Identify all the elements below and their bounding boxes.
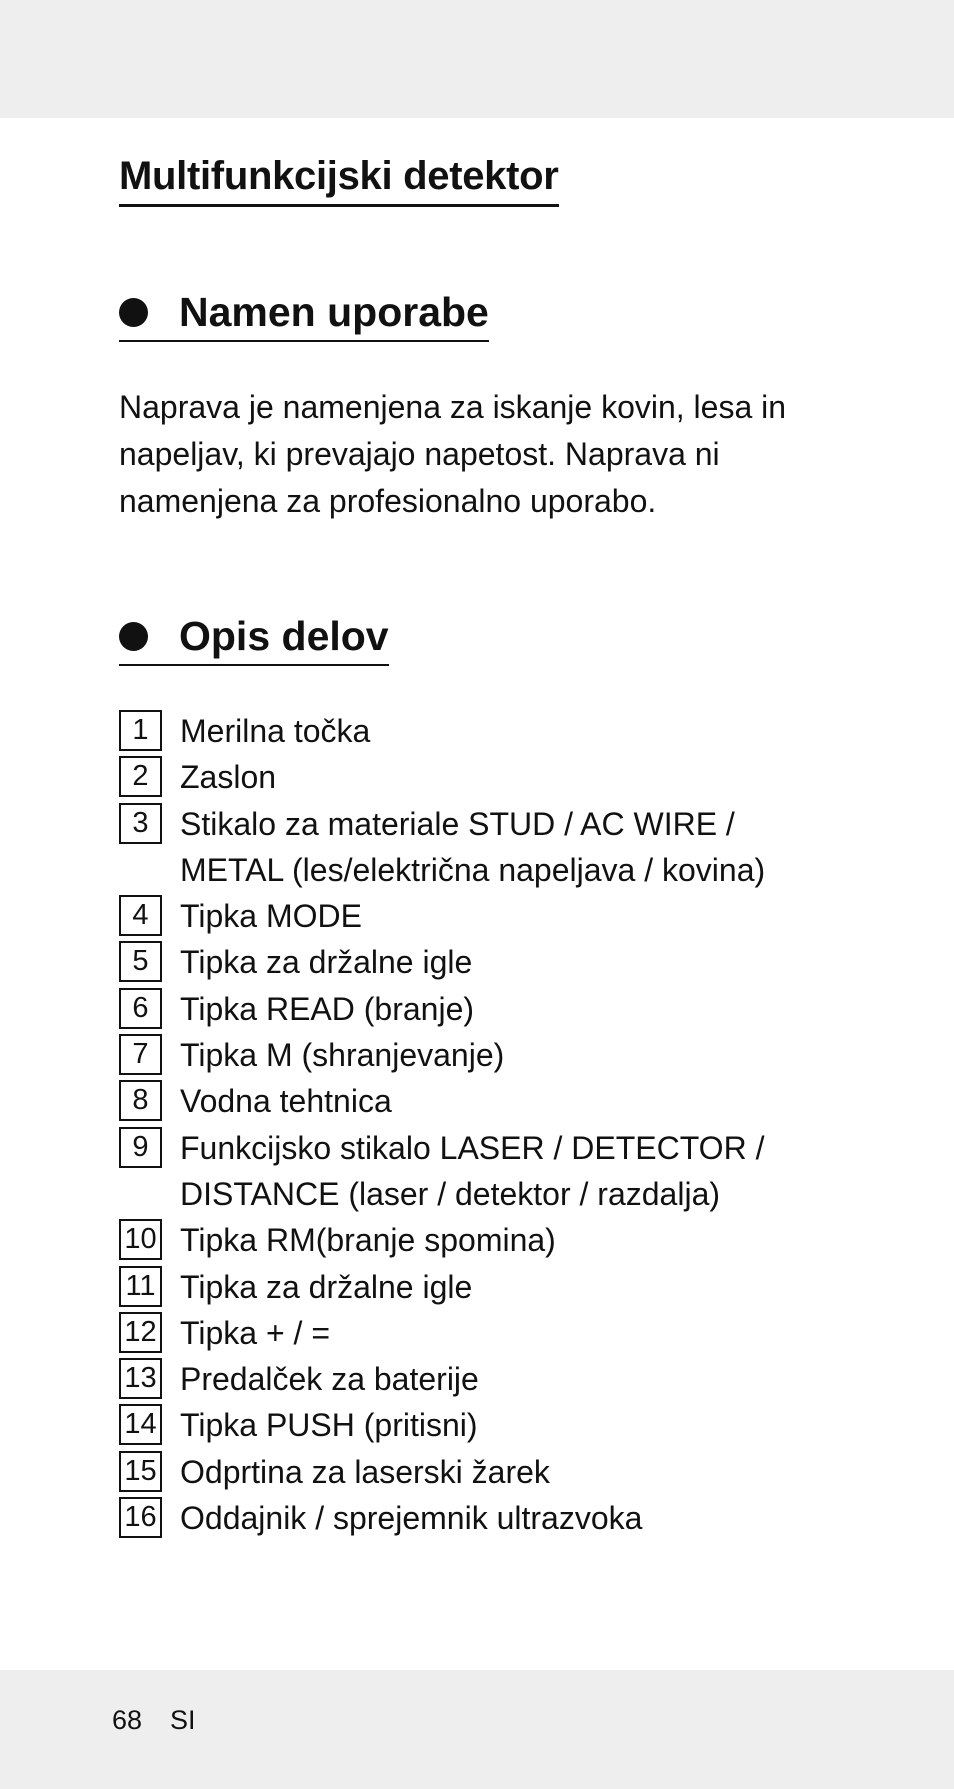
page-title: Multifunkcijski detektor bbox=[119, 150, 559, 207]
part-number-box: 12 bbox=[119, 1312, 162, 1353]
purpose-paragraph: Naprava je namenjena za iskanje kovin, lesa in napeljav, ki prevajajo napetost. Naprava ni namenjena za profesionalno uporabo. bbox=[119, 389, 787, 519]
section-heading-label: Namen uporabe bbox=[179, 289, 489, 335]
part-number-box: 8 bbox=[119, 1080, 162, 1121]
section-heading-label: Opis delov bbox=[179, 613, 389, 659]
list-item bbox=[119, 1264, 839, 1310]
part-label: Odprtina za laserski žarek bbox=[180, 1453, 550, 1490]
list-item bbox=[119, 1217, 839, 1263]
section-heading-purpose bbox=[119, 286, 489, 342]
list-item bbox=[119, 1402, 839, 1448]
list-item bbox=[119, 801, 839, 894]
list-item bbox=[119, 1356, 839, 1402]
part-number-box: 1 bbox=[119, 710, 162, 751]
part-number-box: 9 bbox=[119, 1127, 162, 1168]
page-number: 68 bbox=[112, 1705, 143, 1735]
list-item bbox=[119, 1310, 839, 1356]
part-label: Oddajnik / sprejemnik ultrazvoka bbox=[180, 1500, 643, 1537]
part-number-box: 2 bbox=[119, 756, 162, 797]
part-number-box: 7 bbox=[119, 1034, 162, 1075]
part-label: Tipka za držalne igle bbox=[180, 1268, 473, 1305]
part-number-box: 6 bbox=[119, 988, 162, 1029]
parts-list bbox=[119, 708, 839, 1541]
part-label: Tipka PUSH (pritisni) bbox=[180, 1407, 478, 1444]
list-item bbox=[119, 1449, 839, 1495]
part-label: Tipka READ (branje) bbox=[180, 990, 475, 1027]
part-label: Tipka za držalne igle bbox=[180, 944, 473, 981]
part-number-box: 16 bbox=[119, 1497, 162, 1538]
bullet-icon bbox=[119, 298, 148, 327]
list-item bbox=[119, 754, 839, 800]
part-number-box: 10 bbox=[119, 1219, 162, 1260]
list-item bbox=[119, 1495, 839, 1541]
header-band bbox=[0, 0, 954, 118]
list-item bbox=[119, 1078, 839, 1124]
part-number-box: 11 bbox=[119, 1266, 162, 1307]
part-label: Zaslon bbox=[180, 759, 277, 796]
part-number-box: 13 bbox=[119, 1358, 162, 1399]
section-heading-parts bbox=[119, 610, 389, 666]
part-label: Funkcijsko stikalo LASER / DETECTOR / DISTANCE (laser / detektor / razdalja) bbox=[180, 1129, 765, 1212]
part-number-box: 15 bbox=[119, 1451, 162, 1492]
part-label: Tipka M (shranjevanje) bbox=[180, 1037, 505, 1074]
part-number-box: 3 bbox=[119, 803, 162, 844]
part-label: Tipka + / = bbox=[180, 1314, 330, 1351]
part-number-box: 14 bbox=[119, 1404, 162, 1445]
part-number-box: 5 bbox=[119, 941, 162, 982]
language-code: SI bbox=[170, 1705, 196, 1735]
list-item bbox=[119, 1032, 839, 1078]
part-label: Predalček za baterije bbox=[180, 1361, 479, 1398]
list-item bbox=[119, 986, 839, 1032]
part-number-box: 4 bbox=[119, 895, 162, 936]
list-item bbox=[119, 939, 839, 985]
bullet-icon bbox=[119, 622, 148, 651]
part-label: Merilna točka bbox=[180, 713, 371, 749]
page-footer bbox=[112, 1700, 196, 1740]
part-label: Stikalo za materiale STUD / AC WIRE / METAL (les/električna napeljava / kovina) bbox=[180, 805, 766, 888]
list-item bbox=[119, 708, 839, 754]
part-label: Tipka RM(branje spomina) bbox=[180, 1222, 556, 1259]
list-item bbox=[119, 893, 839, 939]
part-label: Vodna tehtnica bbox=[180, 1083, 392, 1120]
part-label: Tipka MODE bbox=[180, 898, 362, 935]
list-item bbox=[119, 1125, 839, 1218]
